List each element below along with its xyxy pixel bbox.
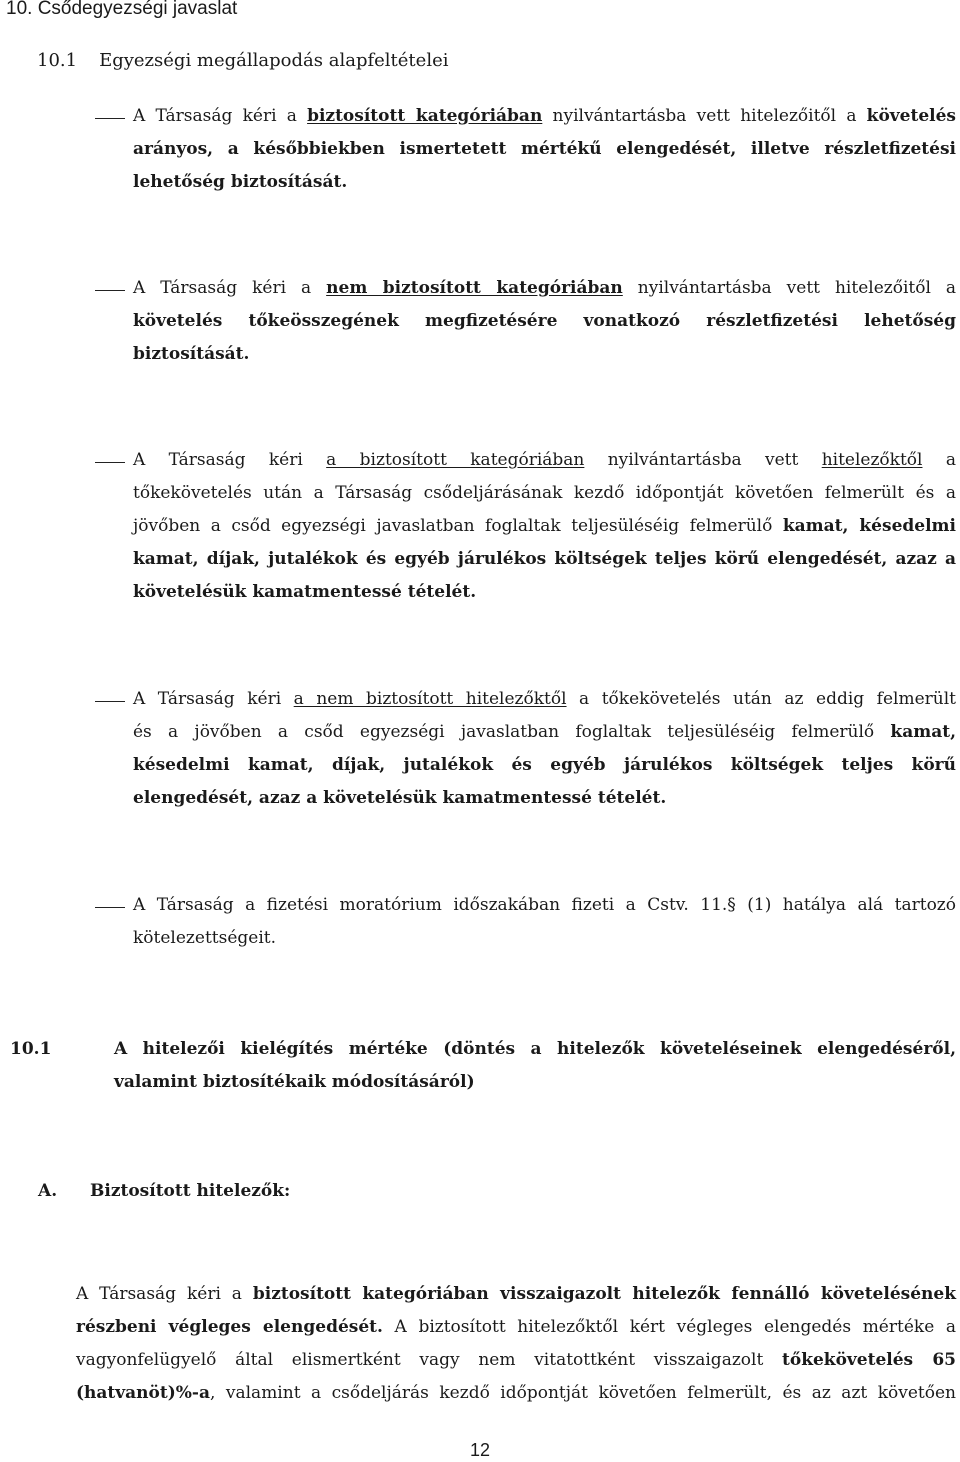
bullet-5 bbox=[133, 889, 956, 955]
subsection-heading bbox=[37, 50, 448, 71]
b4-line3: késedelmi kamat, díjak, jutalékok és egyéb járulékos költségek teljes körű bbox=[133, 755, 956, 775]
b4-line2-text: és a jövőben a csőd egyezségi javaslatban foglaltak teljesüléséig felmerülő bbox=[133, 722, 891, 742]
bullet-1 bbox=[133, 100, 956, 199]
dash-bullet-3 bbox=[95, 462, 125, 463]
final-line1-bold: biztosított kategóriában visszaigazolt hitelezők fennálló követelésének bbox=[252, 1284, 956, 1304]
section-heading-line2: valamint biztosítékaik módosításáról) bbox=[114, 1072, 475, 1092]
b5-line1: A Társaság a fizetési moratórium időszakában fizeti a Cstv. 11.§ (1) hatálya alá tartozó bbox=[133, 895, 956, 915]
b2-line1-text: A Társaság kéri a bbox=[133, 278, 327, 298]
subsection-title: Egyezségi megállapodás alapfeltételei bbox=[99, 50, 449, 71]
page-number: 12 bbox=[469, 1440, 491, 1460]
dash-bullet-5 bbox=[95, 907, 125, 908]
b4-underlined-term: a nem biztosított hitelezőktől bbox=[293, 689, 567, 709]
bullet-3 bbox=[133, 444, 956, 609]
b1-line1-text: A Társaság kéri a bbox=[133, 106, 308, 126]
b3-line4: kamat, díjak, jutalékok és egyéb járulékos költségek teljes körű elengedését, azaz a bbox=[133, 549, 956, 569]
b1-bold-term: követelés bbox=[866, 106, 956, 126]
final-line3-bold: tőkekövetelés 65 bbox=[782, 1350, 956, 1370]
final-line2-text: A biztosított hitelezőktől kért végleges elengedés mértéke a bbox=[382, 1317, 957, 1337]
section-heading-line1: A hitelezői kielégítés mértéke (döntés a hitelezők követeléseinek elengedéséről, bbox=[114, 1039, 956, 1059]
b2-line2: követelés tőkeösszegének megfizetésére vonatkozó részletfizetési lehetőség bbox=[133, 311, 956, 331]
b3-line5: követelésük kamatmentessé tételét. bbox=[133, 582, 477, 602]
b3-underlined-term-2: hitelezőktől bbox=[821, 450, 923, 470]
dash-bullet-2 bbox=[95, 290, 125, 291]
section-a-title: Biztosított hitelezők: bbox=[90, 1181, 291, 1201]
bullet-4 bbox=[133, 683, 956, 815]
final-line4-text: , valamint a csődeljárás kezdő időpontját követően felmerült, és az azt követően bbox=[209, 1383, 956, 1403]
b2-line1-text-2: nyilvántartásba vett hitelezőitől a bbox=[622, 278, 956, 298]
section-a-letter: A. bbox=[38, 1181, 58, 1201]
b4-line1-text-2: a tőkekövetelés után az eddig felmerült bbox=[566, 689, 956, 709]
final-line4-bold: (hatvanöt)%-a bbox=[76, 1383, 210, 1403]
final-paragraph bbox=[76, 1278, 956, 1410]
b3-line3-bold: kamat, késedelmi bbox=[782, 516, 956, 536]
b3-underlined-term: a biztosított kategóriában bbox=[326, 450, 585, 470]
dash-bullet-4 bbox=[95, 701, 125, 702]
b2-line3: biztosítását. bbox=[133, 344, 250, 364]
bullet-2 bbox=[133, 272, 956, 371]
b4-line4: elengedését, azaz a követelésük kamatmentessé tételét. bbox=[133, 788, 667, 808]
b1-line1-text-2: nyilvántartásba vett hitelezőitől a bbox=[542, 106, 867, 126]
b1-underlined-term: biztosított kategóriában bbox=[307, 106, 543, 126]
section-number: 10.1 bbox=[10, 1039, 52, 1059]
b4-line2-bold: kamat, bbox=[890, 722, 956, 742]
dash-bullet-1 bbox=[95, 118, 125, 119]
b4-line1-text: A Társaság kéri bbox=[133, 689, 294, 709]
subsection-number: 10.1 bbox=[37, 50, 78, 71]
final-line3-text: vagyonfelügyelő által elismertként vagy nem vitatottként visszaigazolt bbox=[76, 1350, 782, 1370]
b3-line1-text: A Társaság kéri bbox=[133, 450, 327, 470]
b3-line2: tőkekövetelés után a Társaság csődeljárásának kezdő időpontját követően felmerült és a bbox=[133, 483, 956, 503]
b5-line2: kötelezettségeit. bbox=[133, 928, 277, 948]
b3-line1-text-2: nyilvántartásba vett bbox=[584, 450, 822, 470]
final-line2-bold: részbeni végleges elengedését. bbox=[76, 1317, 383, 1337]
b3-line3-text: jövőben a csőd egyezségi javaslatban foglaltak teljesüléséig felmerülő bbox=[133, 516, 783, 536]
section-heading bbox=[114, 1033, 956, 1099]
b2-underlined-term: nem biztosított kategóriában bbox=[326, 278, 623, 298]
page-header: 10. Csődegyezségi javaslat bbox=[6, 0, 238, 19]
b1-line3: lehetőség biztosítását. bbox=[133, 172, 348, 192]
b3-line1-text-3: a bbox=[922, 450, 956, 470]
final-line1-text: A Társaság kéri a bbox=[76, 1284, 253, 1304]
b1-line2: arányos, a későbbiekben ismertetett mértékű elengedését, illetve részletfizetési bbox=[133, 139, 956, 159]
